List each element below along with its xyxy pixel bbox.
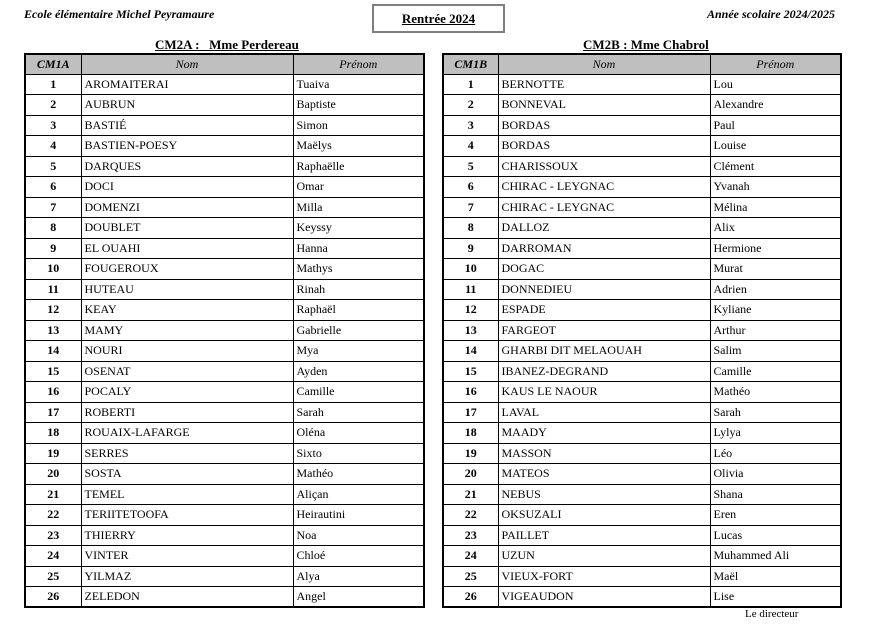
table-row bbox=[25, 156, 424, 177]
student-last-name: BASTIEN-POESY bbox=[81, 136, 293, 157]
student-number: 13 bbox=[25, 320, 81, 341]
student-first-name: Alix bbox=[710, 218, 841, 239]
student-first-name: Alexandre bbox=[710, 95, 841, 116]
student-first-name: Milla bbox=[293, 197, 424, 218]
table-row bbox=[25, 443, 424, 464]
student-first-name: Raphaëlle bbox=[293, 156, 424, 177]
student-number: 14 bbox=[25, 341, 81, 362]
student-number: 6 bbox=[443, 177, 498, 198]
student-number: 15 bbox=[25, 361, 81, 382]
table-header-row bbox=[443, 54, 841, 74]
table-row bbox=[443, 156, 841, 177]
student-number: 12 bbox=[443, 300, 498, 321]
table-row bbox=[25, 300, 424, 321]
student-last-name: BASTIÉ bbox=[81, 115, 293, 136]
student-last-name: NOURI bbox=[81, 341, 293, 362]
student-number: 21 bbox=[443, 484, 498, 505]
student-first-name: Lylya bbox=[710, 423, 841, 444]
student-first-name: Baptiste bbox=[293, 95, 424, 116]
student-last-name: DONNEDIEU bbox=[498, 279, 710, 300]
table-row bbox=[25, 361, 424, 382]
student-first-name: Murat bbox=[710, 259, 841, 280]
student-first-name: Léo bbox=[710, 443, 841, 464]
student-number: 19 bbox=[443, 443, 498, 464]
table-row bbox=[25, 464, 424, 485]
student-first-name: Paul bbox=[710, 115, 841, 136]
student-last-name: CHARISSOUX bbox=[498, 156, 710, 177]
student-last-name: IBANEZ-DEGRAND bbox=[498, 361, 710, 382]
student-number: 9 bbox=[443, 238, 498, 259]
student-last-name: DOMENZI bbox=[81, 197, 293, 218]
student-last-name: EL OUAHI bbox=[81, 238, 293, 259]
student-first-name: Hermione bbox=[710, 238, 841, 259]
student-first-name: Lou bbox=[710, 74, 841, 95]
table-row bbox=[25, 587, 424, 608]
student-last-name: LAVAL bbox=[498, 402, 710, 423]
student-first-name: Mathys bbox=[293, 259, 424, 280]
student-number: 14 bbox=[443, 341, 498, 362]
student-first-name: Heirautini bbox=[293, 505, 424, 526]
student-last-name: KEAY bbox=[81, 300, 293, 321]
student-number: 16 bbox=[443, 382, 498, 403]
student-number: 7 bbox=[443, 197, 498, 218]
page-title: Rentrée 2024 bbox=[372, 4, 505, 33]
student-last-name: ZELEDON bbox=[81, 587, 293, 608]
table-row bbox=[443, 218, 841, 239]
table-row bbox=[443, 177, 841, 198]
student-number: 19 bbox=[25, 443, 81, 464]
table-row bbox=[25, 259, 424, 280]
student-first-name: Muhammed Ali bbox=[710, 546, 841, 567]
table-row bbox=[25, 136, 424, 157]
student-last-name: VIGEAUDON bbox=[498, 587, 710, 608]
student-first-name: Kyliane bbox=[710, 300, 841, 321]
student-number: 18 bbox=[25, 423, 81, 444]
student-last-name: YILMAZ bbox=[81, 566, 293, 587]
student-first-name: Maëlys bbox=[293, 136, 424, 157]
student-last-name: AROMAITERAI bbox=[81, 74, 293, 95]
student-last-name: DARROMAN bbox=[498, 238, 710, 259]
student-first-name: Chloé bbox=[293, 546, 424, 567]
table-row bbox=[25, 505, 424, 526]
student-last-name: DOGAC bbox=[498, 259, 710, 280]
school-name: Ecole élémentaire Michel Peyramaure bbox=[24, 7, 215, 21]
student-first-name: Hanna bbox=[293, 238, 424, 259]
student-number: 5 bbox=[25, 156, 81, 177]
student-first-name: Olivia bbox=[710, 464, 841, 485]
student-number: 15 bbox=[443, 361, 498, 382]
student-first-name: Gabrielle bbox=[293, 320, 424, 341]
student-number: 17 bbox=[443, 402, 498, 423]
student-first-name: Salim bbox=[710, 341, 841, 362]
table-row bbox=[25, 546, 424, 567]
table-row bbox=[443, 505, 841, 526]
student-number: 3 bbox=[25, 115, 81, 136]
table-row bbox=[443, 95, 841, 116]
student-number: 17 bbox=[25, 402, 81, 423]
table-row bbox=[443, 402, 841, 423]
student-last-name: GHARBI DIT MELAOUAH bbox=[498, 341, 710, 362]
table-row bbox=[443, 382, 841, 403]
table-row bbox=[443, 74, 841, 95]
student-first-name: Mya bbox=[293, 341, 424, 362]
student-last-name: AUBRUN bbox=[81, 95, 293, 116]
class-title-cm2a: CM2A : Mme Perdereau bbox=[155, 37, 299, 52]
student-first-name: Sarah bbox=[710, 402, 841, 423]
student-first-name: Alya bbox=[293, 566, 424, 587]
table-row bbox=[443, 259, 841, 280]
table-row bbox=[443, 300, 841, 321]
student-last-name: DOUBLET bbox=[81, 218, 293, 239]
student-number: 23 bbox=[25, 525, 81, 546]
student-number: 25 bbox=[25, 566, 81, 587]
student-last-name: SOSTA bbox=[81, 464, 293, 485]
table-row bbox=[443, 320, 841, 341]
table-row bbox=[25, 218, 424, 239]
student-number: 22 bbox=[25, 505, 81, 526]
table-row bbox=[25, 341, 424, 362]
student-number: 16 bbox=[25, 382, 81, 403]
table-header-row bbox=[25, 54, 424, 74]
class-title-cm2b: CM2B : Mme Chabrol bbox=[583, 37, 709, 52]
table-row bbox=[443, 464, 841, 485]
table-row bbox=[25, 197, 424, 218]
table-row bbox=[443, 361, 841, 382]
student-first-name: Keyssy bbox=[293, 218, 424, 239]
student-number: 11 bbox=[25, 279, 81, 300]
student-number: 6 bbox=[25, 177, 81, 198]
student-first-name: Mélina bbox=[710, 197, 841, 218]
student-last-name: POCALY bbox=[81, 382, 293, 403]
table-row bbox=[25, 74, 424, 95]
student-number: 22 bbox=[443, 505, 498, 526]
header-num: CM1A bbox=[25, 54, 81, 74]
student-first-name: Camille bbox=[710, 361, 841, 382]
student-last-name: OKSUZALI bbox=[498, 505, 710, 526]
table-row bbox=[25, 402, 424, 423]
student-first-name: Oléna bbox=[293, 423, 424, 444]
student-first-name: Omar bbox=[293, 177, 424, 198]
student-first-name: Clément bbox=[710, 156, 841, 177]
header-nom: Nom bbox=[498, 54, 710, 74]
table-row bbox=[443, 115, 841, 136]
student-last-name: ESPADE bbox=[498, 300, 710, 321]
student-number: 2 bbox=[25, 95, 81, 116]
student-number: 23 bbox=[443, 525, 498, 546]
student-last-name: ROBERTI bbox=[81, 402, 293, 423]
table-row bbox=[443, 423, 841, 444]
student-last-name: MATEOS bbox=[498, 464, 710, 485]
student-first-name: Lucas bbox=[710, 525, 841, 546]
student-last-name: BORDAS bbox=[498, 115, 710, 136]
student-number: 24 bbox=[443, 546, 498, 567]
student-first-name: Mathéo bbox=[710, 382, 841, 403]
student-first-name: Rinah bbox=[293, 279, 424, 300]
table-row bbox=[443, 525, 841, 546]
student-number: 10 bbox=[25, 259, 81, 280]
student-last-name: ROUAIX-LAFARGE bbox=[81, 423, 293, 444]
student-first-name: Adrien bbox=[710, 279, 841, 300]
table-row bbox=[25, 279, 424, 300]
table-row bbox=[443, 197, 841, 218]
student-last-name: BONNEVAL bbox=[498, 95, 710, 116]
student-last-name: DALLOZ bbox=[498, 218, 710, 239]
table-row bbox=[443, 136, 841, 157]
class-list-table-cm2a bbox=[24, 53, 425, 608]
student-last-name: CHIRAC - LEYGNAC bbox=[498, 177, 710, 198]
student-last-name: TEMEL bbox=[81, 484, 293, 505]
table-row bbox=[25, 177, 424, 198]
student-first-name: Ayden bbox=[293, 361, 424, 382]
student-last-name: KAUS LE NAOUR bbox=[498, 382, 710, 403]
student-last-name: MASSON bbox=[498, 443, 710, 464]
student-number: 10 bbox=[443, 259, 498, 280]
class-list-table-cm2b bbox=[442, 53, 842, 608]
student-last-name: TERIITETOOFA bbox=[81, 505, 293, 526]
table-row bbox=[25, 423, 424, 444]
table-row bbox=[443, 341, 841, 362]
student-last-name: FARGEOT bbox=[498, 320, 710, 341]
student-last-name: CHIRAC - LEYGNAC bbox=[498, 197, 710, 218]
student-number: 4 bbox=[443, 136, 498, 157]
table-row bbox=[25, 382, 424, 403]
student-number: 5 bbox=[443, 156, 498, 177]
student-first-name: Simon bbox=[293, 115, 424, 136]
student-last-name: UZUN bbox=[498, 546, 710, 567]
student-first-name: Shana bbox=[710, 484, 841, 505]
student-number: 26 bbox=[25, 587, 81, 608]
student-number: 21 bbox=[25, 484, 81, 505]
student-first-name: Louise bbox=[710, 136, 841, 157]
student-number: 1 bbox=[25, 74, 81, 95]
table-row bbox=[443, 566, 841, 587]
student-number: 11 bbox=[443, 279, 498, 300]
student-number: 4 bbox=[25, 136, 81, 157]
student-last-name: DARQUES bbox=[81, 156, 293, 177]
student-last-name: VIEUX-FORT bbox=[498, 566, 710, 587]
table-row bbox=[443, 546, 841, 567]
student-number: 13 bbox=[443, 320, 498, 341]
school-year: Année scolaire 2024/2025 bbox=[707, 7, 835, 21]
student-first-name: Eren bbox=[710, 505, 841, 526]
table-row bbox=[443, 238, 841, 259]
student-first-name: Noa bbox=[293, 525, 424, 546]
director-signature-label: Le directeur bbox=[745, 608, 799, 620]
table-row bbox=[443, 587, 841, 608]
student-number: 7 bbox=[25, 197, 81, 218]
header-prenom: Prénom bbox=[710, 54, 841, 74]
student-first-name: Yvanah bbox=[710, 177, 841, 198]
table-row bbox=[443, 484, 841, 505]
student-number: 25 bbox=[443, 566, 498, 587]
table-row bbox=[25, 115, 424, 136]
table-row bbox=[443, 443, 841, 464]
student-first-name: Camille bbox=[293, 382, 424, 403]
student-first-name: Raphaël bbox=[293, 300, 424, 321]
student-number: 3 bbox=[443, 115, 498, 136]
student-number: 9 bbox=[25, 238, 81, 259]
table-row bbox=[25, 238, 424, 259]
table-row bbox=[25, 566, 424, 587]
student-last-name: PAILLET bbox=[498, 525, 710, 546]
table-row bbox=[25, 320, 424, 341]
student-last-name: MAMY bbox=[81, 320, 293, 341]
student-number: 18 bbox=[443, 423, 498, 444]
student-number: 2 bbox=[443, 95, 498, 116]
student-last-name: SERRES bbox=[81, 443, 293, 464]
table-row bbox=[25, 95, 424, 116]
header-num: CM1B bbox=[443, 54, 498, 74]
table-row bbox=[25, 525, 424, 546]
table-row bbox=[25, 484, 424, 505]
student-last-name: THIERRY bbox=[81, 525, 293, 546]
student-number: 20 bbox=[443, 464, 498, 485]
student-first-name: Tuaiva bbox=[293, 74, 424, 95]
student-last-name: DOCI bbox=[81, 177, 293, 198]
student-number: 8 bbox=[25, 218, 81, 239]
student-number: 24 bbox=[25, 546, 81, 567]
table-row bbox=[443, 279, 841, 300]
student-last-name: BERNOTTE bbox=[498, 74, 710, 95]
header-prenom: Prénom bbox=[293, 54, 424, 74]
student-first-name: Mathéo bbox=[293, 464, 424, 485]
student-first-name: Lise bbox=[710, 587, 841, 608]
student-first-name: Arthur bbox=[710, 320, 841, 341]
student-last-name: HUTEAU bbox=[81, 279, 293, 300]
student-number: 12 bbox=[25, 300, 81, 321]
student-first-name: Sarah bbox=[293, 402, 424, 423]
student-last-name: OSENAT bbox=[81, 361, 293, 382]
student-first-name: Sixto bbox=[293, 443, 424, 464]
student-last-name: NEBUS bbox=[498, 484, 710, 505]
student-first-name: Maël bbox=[710, 566, 841, 587]
student-number: 20 bbox=[25, 464, 81, 485]
student-first-name: Angel bbox=[293, 587, 424, 608]
student-last-name: FOUGEROUX bbox=[81, 259, 293, 280]
student-first-name: Aliçan bbox=[293, 484, 424, 505]
header-nom: Nom bbox=[81, 54, 293, 74]
student-number: 1 bbox=[443, 74, 498, 95]
student-last-name: MAADY bbox=[498, 423, 710, 444]
student-number: 26 bbox=[443, 587, 498, 608]
student-last-name: VINTER bbox=[81, 546, 293, 567]
student-number: 8 bbox=[443, 218, 498, 239]
student-last-name: BORDAS bbox=[498, 136, 710, 157]
